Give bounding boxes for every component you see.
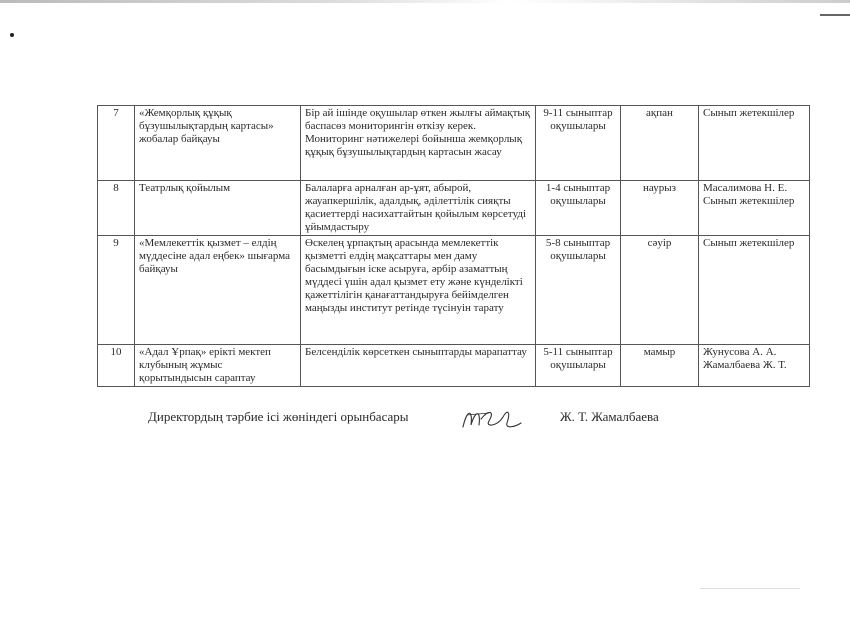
- scan-speck: [10, 33, 14, 37]
- event-audience: 9-11 сыныптар оқушылары: [536, 106, 621, 181]
- event-responsible: Сынып жетекшілер: [699, 106, 810, 181]
- table-row: [98, 345, 810, 387]
- event-audience: 5-8 сыныптар оқушылары: [536, 236, 621, 345]
- event-content: Белсенділік көрсеткен сыныптарды марапаттау: [301, 345, 536, 387]
- signer-name: Ж. Т. Жамалбаева: [560, 409, 659, 424]
- event-name: «Жемқорлық құқық бұзушылықтардың картасы» жобалар байқауы: [135, 106, 301, 181]
- event-time: мамыр: [621, 345, 699, 387]
- event-content: Бір ай ішінде оқушылар өткен жылғы аймақтық баспасөз мониторингін өткізу керек. Мониторинг нәтижелері бойынша жемқорлық құқық бұзушылықтардың картасын жасау: [301, 106, 536, 181]
- scan-edge: [0, 0, 850, 3]
- event-name: «Адал Ұрпақ» ерікті мектеп клубының жұмыс қорытындысын сараптау: [135, 345, 301, 387]
- event-time: ақпан: [621, 106, 699, 181]
- event-content: Балаларға арналған ар-ұят, абырой, жауапкершілік, адалдық, әділеттілік сияқты қасиеттерді насихаттайтын қойылым көрсетуді ұйымдастыру: [301, 181, 536, 236]
- event-responsible: Масалимова Н. Е. Сынып жетекшілер: [699, 181, 810, 236]
- row-number: 8: [98, 181, 135, 236]
- handwritten-signature: [459, 405, 523, 433]
- row-number: 7: [98, 106, 135, 181]
- event-name: Театрлық қойылым: [135, 181, 301, 236]
- event-responsible: Жунусова А. А. Жамалбаева Ж. Т.: [699, 345, 810, 387]
- row-number: 10: [98, 345, 135, 387]
- event-name: «Мемлекеттік қызмет – елдің мүддесіне адал еңбек» шығарма байқауы: [135, 236, 301, 345]
- table-row: [98, 181, 810, 236]
- row-number: 9: [98, 236, 135, 345]
- event-time: сәуір: [621, 236, 699, 345]
- table-row: [98, 106, 810, 181]
- event-audience: 1-4 сыныптар оқушылары: [536, 181, 621, 236]
- scan-edge: [700, 588, 800, 589]
- scan-speck: [820, 14, 850, 16]
- signature-block: [0, 405, 850, 435]
- table-row: [98, 236, 810, 345]
- event-audience: 5-11 сыныптар оқушылары: [536, 345, 621, 387]
- event-time: наурыз: [621, 181, 699, 236]
- event-content: Өскелең ұрпақтың арасында мемлекеттік қызметті елдің мақсаттары мен даму басымдығын іске асыруға, әрбір азаматтың мүддесі үшін адал қызмет ету және күнделікті қажеттілігін қанағаттандыруға бейімделген маңызды институт ретінде түсінуін тарату: [301, 236, 536, 345]
- events-table: [97, 105, 810, 387]
- signer-title: Директордың тәрбие ісі жөніндегі орынбасары: [148, 409, 409, 424]
- event-responsible: Сынып жетекшілер: [699, 236, 810, 345]
